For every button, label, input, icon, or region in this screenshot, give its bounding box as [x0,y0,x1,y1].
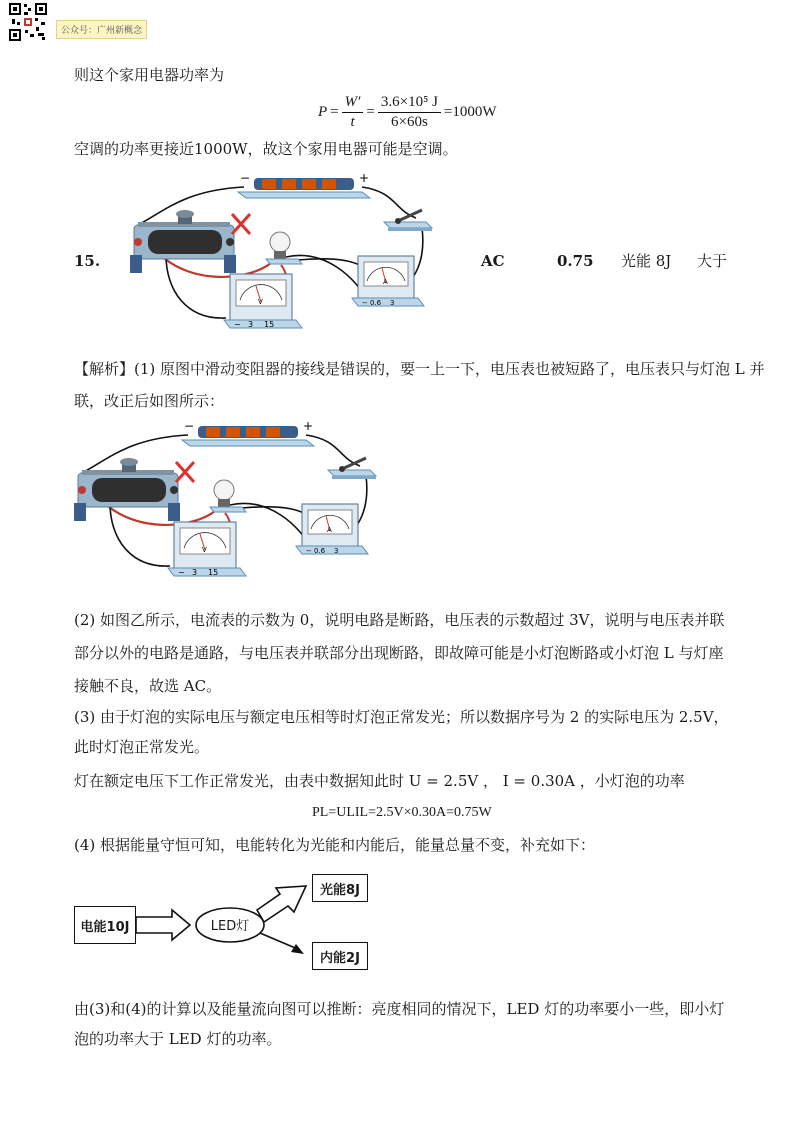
analysis-1-line2: 联，改正后如图所示： [74,392,225,410]
power-conclusion: 空调的功率更接近1000W，故这个家用电器可能是空调。 [74,140,458,158]
question-number: 15. [74,252,101,270]
rheostat [74,458,180,521]
conclusion: 由(3)和(4)的计算以及能量流向图可以推断：亮度相同的情况下，LED 灯的功率要小一些，即小灯泡的功率大于 LED 灯的功率。 [74,1000,725,1048]
formula-frac-values [378,94,441,131]
voltmeter-terminal-15: 15 [208,568,219,577]
battery-plus: + [303,419,314,433]
frac-value-denominator: 6×60s [391,113,428,130]
battery-minus: − [184,419,195,433]
voltmeter-terminal-3: 3 [248,320,254,329]
answer-3: 光能 8J [621,252,672,270]
formula-eq2: = [366,103,375,120]
wrong-wire-x-icon [232,214,250,234]
voltmeter-letter: V [202,546,207,554]
formula-result: =1000W [443,103,497,120]
formula-frac-symbolic [342,94,364,131]
voltmeter [224,274,302,329]
battery-pack [182,419,314,446]
ammeter [296,504,368,555]
circuit-diagram-original [126,170,446,342]
ammeter [352,256,424,307]
power-intro: 则这个家用电器功率为 [74,66,225,84]
frac-numerator: W′ [342,94,364,113]
ammeter-terminal-3: 3 [334,547,339,555]
power-formula [318,92,497,132]
analysis-3: (3) 由于灯泡的实际电压与额定电压相等时灯泡正常发光；所以数据序号为 2 的实际电压为 2.5V，此时灯泡正常发光。 [74,708,729,756]
light-energy-box: 光能8J [312,874,368,902]
answer-2: 0.75 [557,252,594,270]
ammeter-terminal-3: 3 [390,299,395,307]
wrong-wire-x-icon [176,462,194,482]
formula-eq1: = [330,103,339,120]
ammeter-terminal-neg: − [362,299,368,307]
energy-flow-diagram [74,870,374,974]
ammeter-letter: A [327,526,332,534]
heat-energy-box: 内能2J [312,942,368,970]
ammeter-letter: A [383,278,388,286]
formula-lhs: P [318,103,328,120]
voltmeter-terminal-15: 15 [264,320,275,329]
voltmeter-letter: V [258,298,263,306]
analysis-1-line1: 【解析】(1) 原图中滑动变阻器的接线是错误的，要一上一下，电压表也被短路了，电压表只与灯泡 L 并 [74,360,765,378]
input-energy-box: 电能10J [74,906,136,944]
voltmeter [168,522,246,577]
voltmeter-terminal-neg: − [178,568,185,577]
ammeter-terminal-neg: − [306,547,312,555]
battery-plus: + [359,171,370,185]
answer-4: 大于 [697,252,728,270]
rheostat [130,210,236,273]
voltmeter-terminal-neg: − [234,320,241,329]
bulb-icon [266,232,302,264]
qr-code [8,2,48,42]
answer-1: AC [481,252,505,270]
battery-pack [238,171,370,198]
analysis-4: (4) 根据能量守恒可知，电能转化为光能和内能后，能量总量不变，补充如下： [74,836,596,854]
frac-denominator: t [350,113,355,130]
battery-minus: − [240,171,251,185]
led-label: LED灯 [210,919,250,934]
bulb-icon [210,480,246,512]
voltmeter-terminal-3: 3 [192,568,198,577]
source-badge: 公众号：广州新概念 [56,20,147,39]
analysis-2: (2) 如图乙所示，电流表的示数为 0，说明电路是断路，电压表的示数超过 3V，说明与电压表并联部分以外的电路是通路，与电压表并联部分出现断路，即故障可能是小灯泡断路或小灯泡 L 与灯座接触不良，故选 AC。 [74,611,725,695]
circuit-diagram-corrected [70,418,390,590]
ammeter-terminal-06: 0.6 [370,299,382,307]
analysis-3-formula: PL=ULIL=2.5V×0.30A=0.75W [312,805,492,820]
analysis-3b: 灯在额定电压下工作正常发光，由表中数据知此时 U = 2.5V ， I = 0.30A ，小灯泡的功率 [74,772,685,790]
ammeter-terminal-06: 0.6 [314,547,326,555]
frac-value-numerator: 3.6×10⁵ J [378,94,441,113]
